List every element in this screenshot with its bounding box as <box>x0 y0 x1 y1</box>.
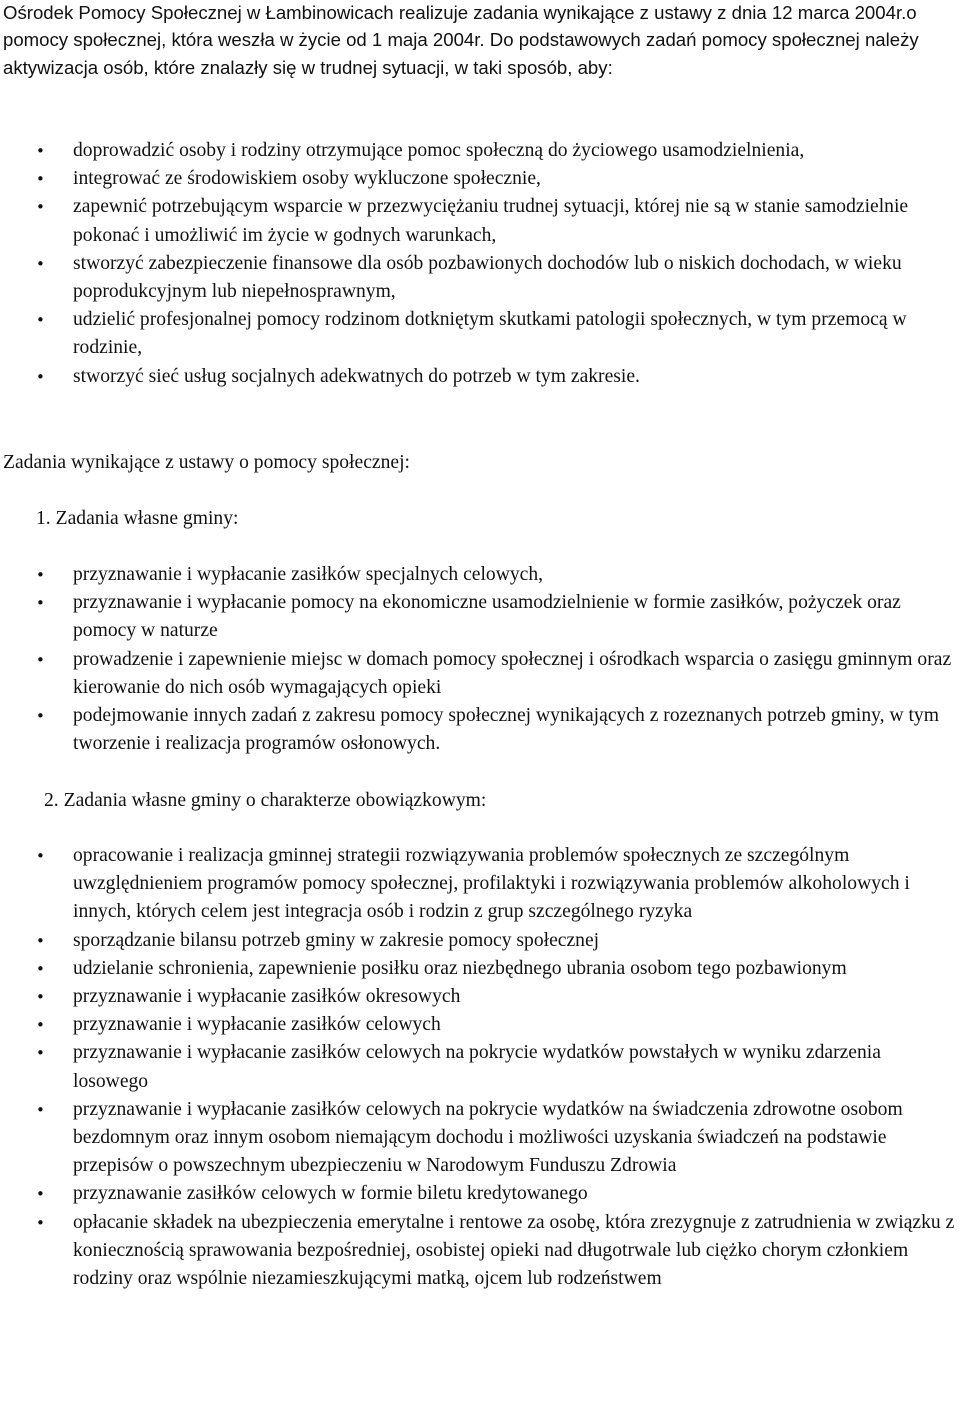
list-item-text: zapewnić potrzebującym wsparcie w przezwyciężaniu trudnej sytuacji, której nie są w stanie samodzielnie pokonać i umożliwić im życie w godnych warunkach, <box>73 196 909 246</box>
list-item-text: integrować ze środowiskiem osoby wykluczone społecznie, <box>73 168 541 190</box>
goals-list <box>36 137 960 391</box>
list-item <box>36 1011 960 1039</box>
section-1-title <box>36 505 238 533</box>
bullet-icon: • <box>36 931 45 950</box>
section-title-text: Zadania własne gminy: <box>55 508 239 529</box>
list-item-text: przyznawanie zasiłków celowych w formie biletu kredytowanego <box>73 1183 588 1205</box>
tasks-heading: Zadania wynikające z ustawy o pomocy społecznej: <box>3 452 410 473</box>
list-item-text: przyznawanie i wypłacanie zasiłków okresowych <box>73 986 461 1008</box>
list-item-text: przyznawanie i wypłacanie pomocy na ekonomiczne usamodzielnienie w formie zasiłków, pożyczek oraz pomocy w naturze <box>73 592 901 642</box>
list-item-text: przyznawanie i wypłacanie zasiłków celowych na pokrycie wydatków na świadczenia zdrowotne osobom bezdomnym oraz innym osobom niemającym dochodu i możliwości uzyskania świadczeń na podstawie przepisów o powszechnym ubezpieczeniu w Narodowym Funduszu Zdrowia <box>73 1098 903 1177</box>
list-item-text: opłacanie składek na ubezpieczenia emerytalne i rentowe za osobę, która zrezygnuje z zatrudnienia w związku z koniecznością sprawowania bezpośredniej, osobistej opieki nad długotrwale lub ciężko chorym członkiem rodziny oraz wspólnie niezamieszkującymi matką, ojcem lub rodzeństwem <box>73 1211 955 1290</box>
bullet-icon: • <box>36 367 45 386</box>
section-1-list <box>36 561 960 758</box>
bullet-icon: • <box>36 142 45 160</box>
bullet-icon: • <box>36 594 45 613</box>
bullet-icon: • <box>36 170 45 189</box>
list-item-text: podejmowanie innych zadań z zakresu pomocy społecznej wynikających z rozeznanych potrzeb gminy, w tym tworzenie i realizacja programów osłonowych. <box>73 705 939 755</box>
bullet-icon: • <box>36 847 45 865</box>
bullet-icon: • <box>36 1100 45 1119</box>
list-item <box>36 1039 960 1095</box>
list-item-text: stworzyć zabezpieczenie finansowe dla osób pozbawionych dochodów lub o niskich dochodach, w wieku poprodukcyjnym lub niepełnosprawnym, <box>73 252 902 303</box>
bullet-icon: • <box>36 1185 45 1204</box>
bullet-icon: • <box>36 988 45 1007</box>
list-item <box>36 193 960 249</box>
bullet-icon: • <box>36 959 45 978</box>
list-item <box>36 1180 960 1208</box>
intro-paragraph: Ośrodek Pomocy Społecznej w Łambinowicach realizuje zadania wynikające z ustawy z dnia 12 marca 2004r.o pomocy społecznej, która weszła w życie od 1 maja 2004r. Do podstawowych zadań pomocy społecznej należy aktywizacja osób, które znalazły się w trudnej sytuacji, w taki sposób, aby: <box>3 2 919 78</box>
list-item <box>36 306 960 362</box>
bullet-icon: • <box>36 198 45 217</box>
section-2-list <box>36 842 960 1293</box>
list-item-text: sporządzanie bilansu potrzeb gminy w zakresie pomocy społecznej <box>73 929 600 951</box>
bullet-icon: • <box>36 566 45 584</box>
list-item <box>36 646 960 702</box>
list-item <box>36 250 960 306</box>
bullet-icon: • <box>36 311 45 330</box>
list-item-text: przyznawanie i wypłacanie zasiłków celowych <box>73 1014 441 1036</box>
list-item <box>36 363 960 391</box>
list-item-text: udzielanie schronienia, zapewnienie posiłku oraz niezbędnego ubrania osobom tego pozbawionym <box>73 957 847 979</box>
list-item <box>36 1209 960 1294</box>
bullet-icon: • <box>36 1044 45 1063</box>
list-item <box>36 955 960 983</box>
bullet-icon: • <box>36 707 45 726</box>
list-item-text: opracowanie i realizacja gminnej strategii rozwiązywania problemów społecznych ze szczególnym uwzględnieniem programów pomocy społecznej, profilaktyki i rozwiązywania problemów alkoholowych i innych, których celem jest integracja osób i rodzin z grup szczególnego ryzyka <box>73 845 910 923</box>
list-item-text: udzielić profesjonalnej pomocy rodzinom dotkniętym skutkami patologii społecznych, w tym przemocą w rodzinie, <box>73 309 907 359</box>
bullet-icon: • <box>36 254 45 273</box>
list-item-text: stworzyć sieć usług socjalnych adekwatnych do potrzeb w tym zakresie. <box>73 365 640 387</box>
bullet-icon: • <box>36 1213 45 1232</box>
section-number: 2. <box>44 790 59 811</box>
list-item <box>36 165 960 193</box>
section-2-title <box>44 787 486 815</box>
section-title-text: Zadania własne gminy o charakterze obowiązkowym: <box>63 790 487 811</box>
list-item-text: doprowadzić osoby i rodziny otrzymujące pomoc społeczną do życiowego usamodzielnienia, <box>73 140 805 161</box>
list-item <box>36 842 960 927</box>
bullet-icon: • <box>36 1016 45 1035</box>
list-item <box>36 1096 960 1181</box>
list-item-text: przyznawanie i wypłacanie zasiłków celowych na pokrycie wydatków powstałych w wyniku zdarzenia losowego <box>73 1042 881 1092</box>
list-item <box>36 927 960 955</box>
list-item-text: prowadzenie i zapewnienie miejsc w domach pomocy społecznej i ośrodkach wsparcia o zasięgu gminnym oraz kierowanie do nich osób wymagających opieki <box>73 648 952 698</box>
list-item <box>36 561 960 589</box>
list-item <box>36 137 960 165</box>
list-item <box>36 983 960 1011</box>
bullet-icon: • <box>36 650 45 669</box>
list-item <box>36 589 960 645</box>
section-number: 1. <box>36 508 51 529</box>
list-item <box>36 702 960 758</box>
list-item-text: przyznawanie i wypłacanie zasiłków specjalnych celowych, <box>73 564 544 585</box>
